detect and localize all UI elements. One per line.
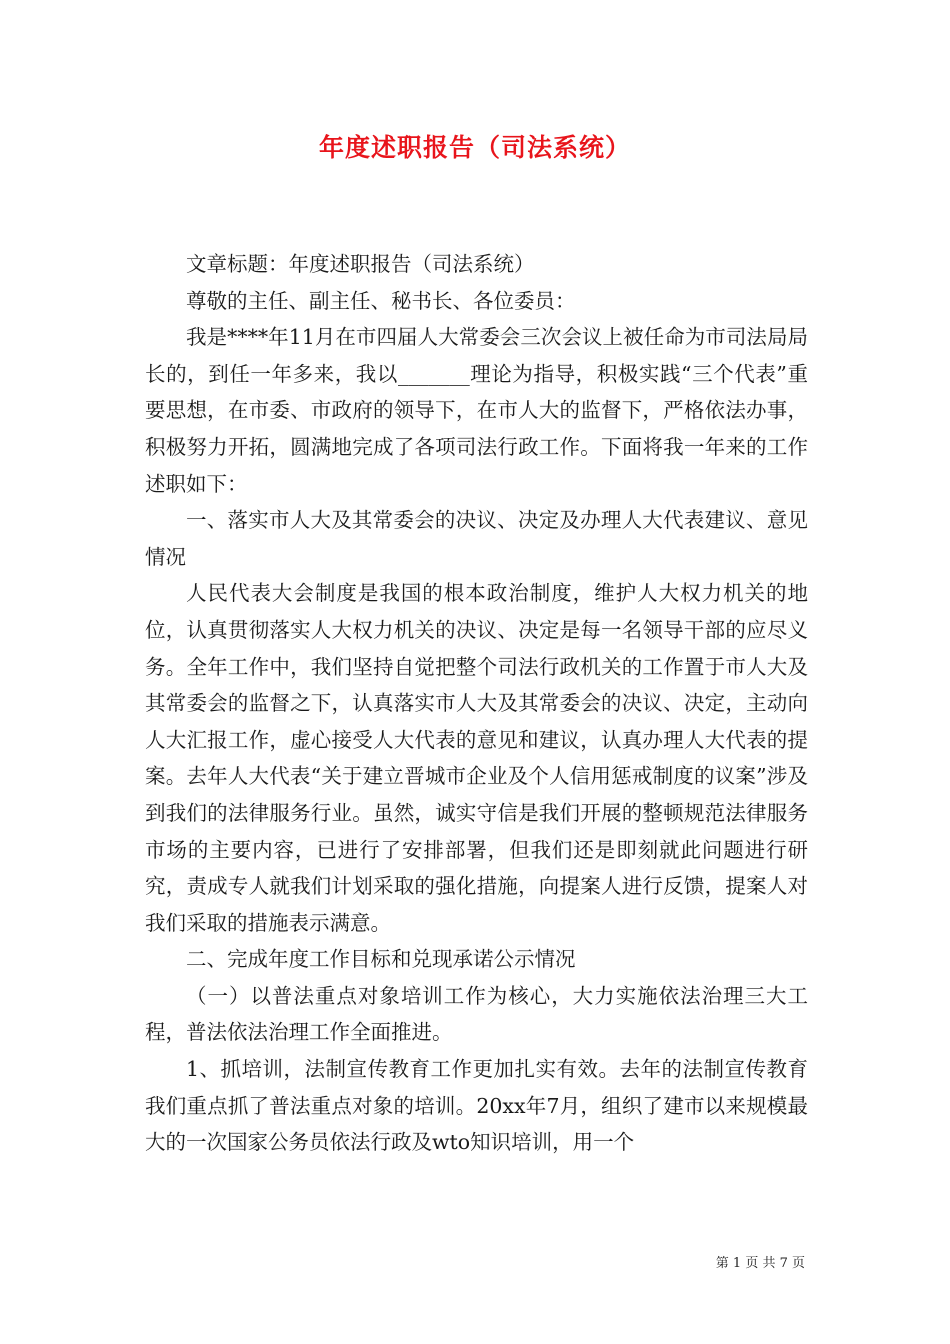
document-body bbox=[145, 246, 808, 1161]
paragraph-item-1: 1、抓培训，法制宣传教育工作更加扎实有效。去年的法制宣传教育我们重点抓了普法重点对象的培训。20xx年7月，组织了建市以来规模最大的一次国家公务员依法行政及wto知识培训，用一个 bbox=[145, 1057, 808, 1155]
section-heading-1: 一、落实市人大及其常委会的决议、决定及办理人大代表建议、意见情况 bbox=[145, 508, 808, 569]
paragraph-intro: 我是****年11月在市四届人大常委会三次会议上被任命为市司法局局长的，到任一年多来，我以_______理论为指导，积极实践“三个代表”重要思想，在市委、市政府的领导下，在市人大的监督下，严格依法办事，积极努力开拓，圆满地完成了各项司法行政工作。下面将我一年来的工作述职如下： bbox=[145, 325, 808, 496]
subsection-heading-1: （一）以普法重点对象培训工作为核心，大力实施依法治理三大工程，普法依法治理工作全面推进。 bbox=[145, 983, 808, 1045]
section-heading-2: 二、完成年度工作目标和兑现承诺公示情况 bbox=[186, 947, 576, 972]
paragraph-salutation: 尊敬的主任、副主任、秘书长、各位委员： bbox=[186, 288, 576, 313]
paragraph-article-title: 文章标题：年度述职报告（司法系统） bbox=[186, 252, 535, 276]
paragraph-section-1: 人民代表大会制度是我国的根本政治制度，维护人大权力机关的地位，认真贯彻落实人大权力机关的决议、决定是每一名领导干部的应尽义务。全年工作中，我们坚持自觉把整个司法行政机关的工作置于市人大及其常委会的监督之下，认真落实市人大及其常委会的决议、决定，主动向人大汇报工作，虚心接受人大代表的意见和建议，认真办理人大代表的提案。去年人大代表“关于建立晋城市企业及个人信用惩戒制度的议案”涉及到我们的法律服务行业。虽然，诚实守信是我们开展的整顿规范法律服务市场的主要内容，已进行了安排部署，但我们还是即刻就此问题进行研究，责成专人就我们计划采取的强化措施，向提案人进行反馈，提案人对我们采取的措施表示满意。 bbox=[145, 581, 808, 935]
page-title: 年度述职报告（司法系统） bbox=[318, 133, 631, 162]
page-indicator: 第 1 页 共 7 页 bbox=[715, 1256, 805, 1271]
